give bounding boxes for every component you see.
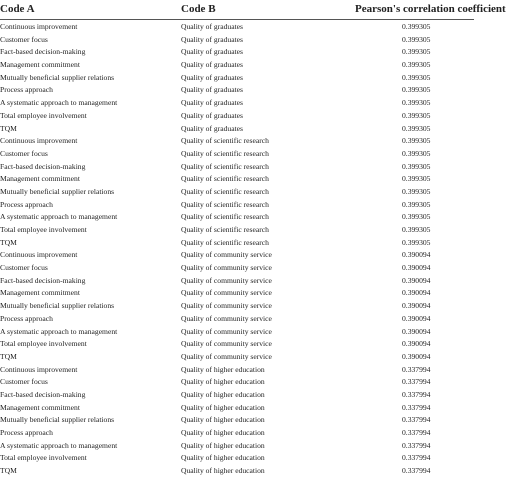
cell-code-a: Fact-based decision-making: [0, 275, 86, 285]
cell-code-b: Quality of scientific research: [181, 225, 269, 234]
cell-code-a: Continuous improvement: [0, 364, 78, 374]
cell-code-a: TQM: [0, 351, 17, 361]
cell-code-b: Quality of higher education: [181, 402, 265, 412]
cell-code-b: Quality of graduates: [181, 34, 243, 44]
cell-code-a: A systematic approach to management: [0, 440, 118, 450]
cell-code-b: Quality of community service: [181, 339, 272, 349]
cell-code-b: Quality of community service: [181, 313, 272, 323]
cell-code-b: Quality of graduates: [181, 47, 243, 57]
table-row: [0, 237, 474, 250]
table-row: [0, 123, 474, 136]
cell-code-a: Customer focus: [0, 34, 48, 44]
cell-code-a: TQM: [0, 123, 17, 133]
table-row: [0, 338, 474, 351]
cell-code-b: Quality of scientific research: [181, 186, 269, 196]
table-row: [0, 34, 474, 47]
cell-code-b: Quality of graduates: [181, 22, 243, 31]
cell-code-b: Quality of scientific research: [181, 212, 269, 222]
table-row: [0, 249, 474, 262]
cell-code-a: Total employee involvement: [0, 225, 87, 234]
cell-pearson-coefficient: 0.390094: [402, 313, 431, 323]
cell-code-b: Quality of higher education: [181, 453, 265, 463]
cell-code-b: Quality of graduates: [181, 123, 243, 133]
cell-code-a: Customer focus: [0, 148, 48, 158]
cell-code-a: Fact-based decision-making: [0, 389, 86, 399]
cell-code-b: Quality of graduates: [181, 85, 243, 95]
cell-pearson-coefficient: 0.399305: [402, 47, 431, 57]
cell-code-b: Quality of higher education: [181, 466, 265, 476]
cell-code-b: Quality of higher education: [181, 389, 265, 399]
table-row: [0, 414, 474, 427]
cell-pearson-coefficient: 0.399305: [402, 34, 431, 44]
cell-pearson-coefficient: 0.399305: [402, 85, 431, 95]
cell-pearson-coefficient: 0.390094: [402, 275, 431, 285]
table-row: [0, 465, 474, 478]
cell-code-b: Quality of higher education: [181, 377, 265, 387]
cell-pearson-coefficient: 0.390094: [402, 326, 431, 336]
cell-pearson-coefficient: 0.399305: [402, 225, 431, 234]
cell-code-a: Continuous improvement: [0, 250, 78, 260]
cell-code-a: A systematic approach to management: [0, 326, 118, 336]
cell-pearson-coefficient: 0.337994: [402, 364, 431, 374]
table-row: [0, 440, 474, 453]
header-divider: [0, 19, 474, 20]
cell-code-a: Process approach: [0, 199, 53, 209]
table-row: [0, 110, 474, 123]
cell-code-b: Quality of scientific research: [181, 199, 269, 209]
cell-code-a: Management commitment: [0, 288, 80, 298]
table-row: [0, 351, 474, 364]
cell-code-a: Total employee involvement: [0, 453, 87, 463]
table-row: [0, 275, 474, 288]
cell-code-a: A systematic approach to management: [0, 98, 118, 108]
cell-pearson-coefficient: 0.399305: [402, 72, 431, 82]
cell-code-a: TQM: [0, 466, 17, 476]
cell-code-b: Quality of scientific research: [181, 174, 269, 184]
table-body: [0, 21, 474, 478]
cell-pearson-coefficient: 0.399305: [402, 199, 431, 209]
cell-code-b: Quality of graduates: [181, 72, 243, 82]
cell-pearson-coefficient: 0.399305: [402, 212, 431, 222]
cell-code-b: Quality of community service: [181, 250, 272, 260]
cell-code-a: Process approach: [0, 85, 53, 95]
cell-pearson-coefficient: 0.390094: [402, 351, 431, 361]
cell-pearson-coefficient: 0.399305: [402, 136, 431, 146]
cell-code-a: A systematic approach to management: [0, 212, 118, 222]
cell-code-b: Quality of scientific research: [181, 237, 269, 247]
header-code-b: Code B: [181, 3, 216, 15]
cell-pearson-coefficient: 0.399305: [402, 123, 431, 133]
table-row: [0, 186, 474, 199]
cell-code-a: Management commitment: [0, 60, 80, 70]
cell-pearson-coefficient: 0.390094: [402, 288, 431, 298]
cell-pearson-coefficient: 0.399305: [402, 186, 431, 196]
header-pearson-coefficient: Pearson's correlation coefficient: [355, 3, 506, 15]
cell-pearson-coefficient: 0.337994: [402, 415, 431, 425]
cell-code-a: Customer focus: [0, 263, 48, 273]
cell-code-a: Fact-based decision-making: [0, 161, 86, 171]
cell-code-b: Quality of community service: [181, 275, 272, 285]
cell-pearson-coefficient: 0.337994: [402, 466, 431, 476]
cell-code-b: Quality of higher education: [181, 415, 265, 425]
cell-code-a: Continuous improvement: [0, 136, 78, 146]
cell-pearson-coefficient: 0.390094: [402, 250, 431, 260]
cell-code-a: Mutually beneficial supplier relations: [0, 72, 115, 82]
cell-pearson-coefficient: 0.337994: [402, 377, 431, 387]
table-row: [0, 224, 474, 237]
cell-code-a: Continuous improvement: [0, 22, 78, 31]
cell-pearson-coefficient: 0.390094: [402, 339, 431, 349]
cell-pearson-coefficient: 0.337994: [402, 389, 431, 399]
cell-pearson-coefficient: 0.399305: [402, 22, 431, 31]
cell-code-a: Total employee involvement: [0, 110, 87, 120]
cell-pearson-coefficient: 0.337994: [402, 428, 431, 437]
table-row: [0, 427, 474, 440]
cell-code-a: TQM: [0, 237, 17, 247]
cell-code-a: Mutually beneficial supplier relations: [0, 186, 115, 196]
table-row: [0, 326, 474, 339]
cell-pearson-coefficient: 0.337994: [402, 440, 431, 450]
cell-pearson-coefficient: 0.399305: [402, 161, 431, 171]
cell-code-b: Quality of community service: [181, 351, 272, 361]
cell-pearson-coefficient: 0.399305: [402, 174, 431, 184]
cell-pearson-coefficient: 0.390094: [402, 301, 431, 311]
cell-pearson-coefficient: 0.390094: [402, 263, 431, 273]
cell-code-a: Management commitment: [0, 402, 80, 412]
cell-code-b: Quality of community service: [181, 288, 272, 298]
table-row: [0, 313, 474, 326]
cell-code-b: Quality of community service: [181, 263, 272, 273]
cell-code-b: Quality of graduates: [181, 110, 243, 120]
cell-code-b: Quality of community service: [181, 326, 272, 336]
cell-pearson-coefficient: 0.399305: [402, 60, 431, 70]
cell-pearson-coefficient: 0.399305: [402, 98, 431, 108]
table-header: [0, 0, 506, 20]
table-row: [0, 402, 474, 415]
table-row: [0, 59, 474, 72]
cell-code-a: Management commitment: [0, 174, 80, 184]
cell-code-a: Mutually beneficial supplier relations: [0, 415, 115, 425]
cell-code-a: Process approach: [0, 428, 53, 437]
cell-code-a: Total employee involvement: [0, 339, 87, 349]
table-row: [0, 300, 474, 313]
cell-pearson-coefficient: 0.399305: [402, 148, 431, 158]
table-row: [0, 389, 474, 402]
cell-code-b: Quality of graduates: [181, 98, 243, 108]
cell-code-a: Mutually beneficial supplier relations: [0, 301, 115, 311]
table-row: [0, 211, 474, 224]
table-row: [0, 262, 474, 275]
cell-code-b: Quality of graduates: [181, 60, 243, 70]
table-row: [0, 161, 474, 174]
table-row: [0, 97, 474, 110]
cell-code-b: Quality of scientific research: [181, 148, 269, 158]
table-row: [0, 46, 474, 59]
cell-code-b: Quality of higher education: [181, 440, 265, 450]
cell-code-b: Quality of scientific research: [181, 161, 269, 171]
cell-code-a: Process approach: [0, 313, 53, 323]
table-row: [0, 287, 474, 300]
cell-code-b: Quality of scientific research: [181, 136, 269, 146]
cell-pearson-coefficient: 0.399305: [402, 110, 431, 120]
cell-code-b: Quality of community service: [181, 301, 272, 311]
cell-code-b: Quality of higher education: [181, 428, 265, 437]
table-row: [0, 199, 474, 212]
table-row: [0, 21, 474, 34]
cell-pearson-coefficient: 0.399305: [402, 237, 431, 247]
header-code-a: Code A: [0, 3, 35, 15]
cell-code-b: Quality of higher education: [181, 364, 265, 374]
cell-pearson-coefficient: 0.337994: [402, 402, 431, 412]
table-row: [0, 452, 474, 465]
cell-pearson-coefficient: 0.337994: [402, 453, 431, 463]
table-row: [0, 72, 474, 85]
cell-code-a: Customer focus: [0, 377, 48, 387]
cell-code-a: Fact-based decision-making: [0, 47, 86, 57]
table-row: [0, 376, 474, 389]
table-row: [0, 84, 474, 97]
table-row: [0, 135, 474, 148]
table-row: [0, 148, 474, 161]
table-row: [0, 173, 474, 186]
table-row: [0, 364, 474, 377]
